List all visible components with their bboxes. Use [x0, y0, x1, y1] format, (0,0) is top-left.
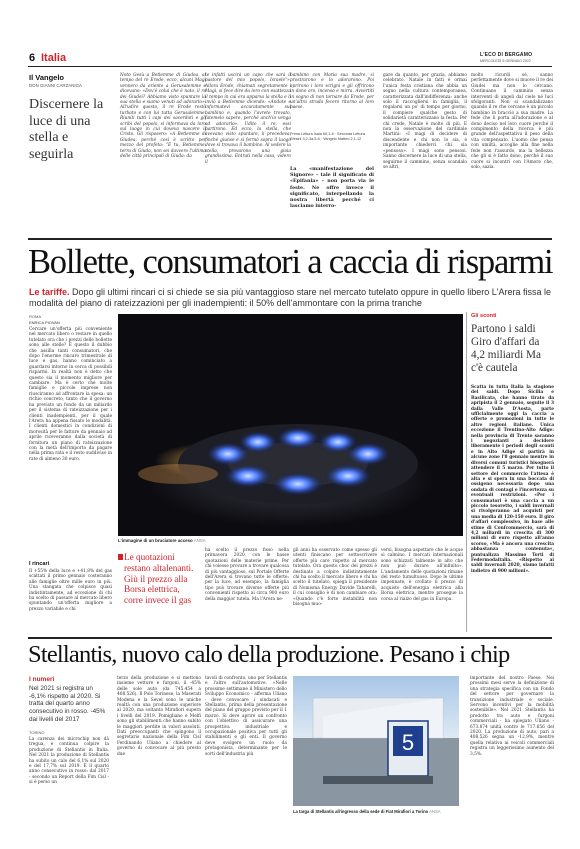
burner-flames-graphic [118, 314, 463, 536]
bollette-photo-caption [118, 538, 206, 543]
stellantis-caption-credit: ANSA [429, 809, 441, 814]
section-label: Italia [41, 52, 67, 64]
stellantis-body-col3: tavoli di confronto, uno per Stellantis e l'altro sull'automotive. «Nelle prossime settimane il Ministero dello Sviluppo Economico - afferma Uliano - deve convocare i sindacati e Stellantis, prima della presentazione del piano del gruppo previsto per il 1 marzo. Si deve aprire un confronto con l'obiettivo di assicurare una prospettiva industriale e occupazionale positiva per tutti gli stabilimenti e gli enti. Il governo deve svolgere un ruolo da protagonista, determinante per le sorti dell'industria più [205, 676, 287, 757]
vangelo-col3-lead: La «manifestazione del Signore» – tale il significato di «Epifania» – non porta via le feste. Ne offre invece il significato, interpellando la nostra libertà perché ci lasciamo interro- [290, 166, 374, 210]
section-divider-2 [28, 637, 552, 639]
bollette-pull-quote: Le quotazioni restano altalenanti. Giù il prezzo alla Borsa elettrica, corre invece il gas [124, 552, 194, 606]
stellantis-body-col2: terzo della produzione e si mettono insieme vetture e furgoni, il -45% delle sole auto (da 745.454 a 408.526). Il Polo Torinese, la Maserati Modena e la Sevel sono le uniche realtà con una produzione superiore al 2020, ma soltanto Mirafiori supera i livelli del 2019. Pomigliano e Melfi sono gli stabilimenti che hanno subito le maggiori perdite in valori assoluti. Dati preoccupanti che spingono il segretario nazionale della Fim Cisl Ferdinando Uliano a chiedere al governo di convocare al più presto due [117, 676, 201, 757]
bollette-body-col3: ha scelto il prezzo fisso nella primavera 2020, con le basse quotazioni delle materie prime. Per chi volesse provare a trovare qualcosa di più vantaggioso, sul Portale Offerte dell'Arera si trovano tutte le offerte: per la luce, ad esempio, la famiglia tipo può trovare diverse offerte più convenienti rispetto ai circa 900 euro della maggior tutela. Ma l'Arera ne- [205, 548, 289, 602]
bollette-deck [29, 287, 554, 309]
saldi-column-rule [466, 312, 467, 632]
bollette-deck-text: Dopo gli ultimi rincari ci si chiede se sia più vantaggioso stare nel mercato tutelato oppure in quello libero L'Arera fissa le modalità del piano di rateizzazioni per gli inadempienti: il 50% dell'ammontare con la prima tranche [29, 287, 551, 309]
stellantis-deck: Nel 2021 si registra un -6,1% rispetto al 2020. Si tratta del quarto anno consecutivo in rosso. -45% dai livelli del 2017 [29, 685, 106, 723]
sign-number: 5 [401, 730, 415, 755]
mirafiori-photo [293, 676, 459, 806]
stellantis-headline: Stellantis, nuovo calo della produzione. Pesano i chip [28, 641, 510, 668]
bollette-deck-kicker: Le tariffe. [29, 287, 70, 297]
stellantis-sign-graphic [293, 676, 459, 806]
gas-burner-photo [118, 314, 463, 536]
section-divider-1 [28, 238, 552, 240]
bollette-byline: ENRICA PIOVAN [29, 320, 60, 325]
masthead: L'ECO DI BERGAMO [480, 52, 533, 58]
vangelo-col4: gare da quanto, per grazia, abbiamo celebrato. Natale in fatti è ormai l'unica festa cristiana che abbia un segno nella cultura contemporanea, caratterizzata dall'indifferenza: anche solo il raccogliersi in famiglia, il regalarsi un po' di tempo per giorno, il compiere qualche gesto di solidarietà caratterizzano la festa. Per chi crede, Natale è molto di più. E non la osservazione del cardinale Martini: «I magi di decidere di discendente e chi non lo sia, è importante chiederci chi sia «pensoso». I magi sono pensosi. Sanno discernere la luce di una stella, seguirne il cammino, senza scandalo se altri, [383, 73, 467, 170]
bollette-quote-mark [118, 554, 123, 560]
vangelo-col5: molto ricurdi sé, sanno perfettamente dove si muove il re dei Giudei ma non lo cercano. Continuano il cammino senza interventi di angeli dal cielo né luci sfolgoranti. Non si scandalizzano quando il re che cercano è un piccolo bambino in braccio a sua madre. La fede che li porta all'adorazione e al dono deciso nel loro cuore perché il compimento della ricerca è più grande dell'aspettativa il peso della vita compensato. L'uomo che pensa con umiltà, accoglie alla fine nella fede non l'assurdo, ma la bellezza che gli si è fatto dono, perché il suo cuore si incontri con l'Amore che, solo, sazia. [471, 73, 553, 170]
vangelo-col2: te infatti uscirà un capo che sarà il pastore del mio popolo, Israele"». Allora Erode, chiamati segretamente i Magi, si fece dire da loro con esattezza il tempo in cui era apparsa la stella e li inviò a Betlemme dicendo: «Andate e informatevi accuratamente sul bambino e, quando l'avrete trovato, fatemelo sapere, perché anch'io venga ad adorarlo». Udito il re, essi partirono. Ed ecco, la stella, che avevano visto spuntare, li precedeva, finché giunse e si fermò sopra il luogo dove si trovava il bambino. Al vedere la stella, provarono una gioia grandissima. Entrati nella casa, videro il [205, 73, 291, 165]
page-number: 6 [29, 52, 36, 64]
bollette-caption-text: L'immagine di un bruciatore acceso [118, 538, 193, 543]
bollette-headline: Bollette, consumatori a caccia di risparmi [28, 243, 553, 281]
header-rule [28, 66, 552, 67]
saldi-headline: Partono i saldi Giro d'affari da 4,2 miliardi Ma c'è cautela [471, 323, 541, 374]
stellantis-body-col5: importante del nostro Paese. Nei prossimi mesi serve la definizione di una strategia specifica con un Fondo del settore per governare la transizione industriale e sociale. Servono incentivi per la mobilità sostenibile». Nel 2021 Stellantis ha prodotto tra auto e furgoni commerciali - ha spiegato Uliano - 673.874 unità contro le 717.656 del 2020. La produzione di auto, pari a 408.526 segna un -12,9%, mentre quella relativa ai veicoli commerciali registra un leggerissimo aumento del 3,5%. [470, 676, 554, 757]
bollette-body-col4: gli anni ha osservato come spesso gli utenti finiscano per sottoscrivere offerte più care rispetto al mercato tutelato. Ora questo choc dei prezzi è destinato a colpire indistintamente chi ha scelto il mercato libero e chi ha scelto il tutelato, spiega il presidente di Nomisma Energy Davide Tabarelli, il cui consiglio è di non cambiare ora: «Quando c'è forte instabilità non bisogna muo- [293, 548, 377, 608]
bollette-rincari-head: I rincari [29, 561, 50, 567]
stellantis-body-col1: La carenza dei microchip non dà tregua, e continua colpire la produzione di Stellantis in Italia. Nel 2021 la produzione di Stellantis ha subito un calo del 6,1% sul 2020 e del 17,7% sul 2019. È il quarto anno consecutivo in rosso: dal 2017 - secondo un Report della Fim Cisl - si è perso un [29, 737, 109, 786]
stellantis-photo-caption [293, 809, 461, 814]
bollette-rincari-body: Il +55% della luce e +41,8% del gas scattati il primo gennaio costeranno alle famiglie oltre mille euro in più. Una stangata che colpisce quasi indistintamente, ad eccezione di chi ha scelto di passare al mercato libero spuntando un'offerta migliore a prezzo variabile e chi [29, 569, 112, 612]
issue-date: MERCOLEDÌ 5 GENNAIO 2022 [480, 59, 531, 63]
vangelo-kicker: Il Vangelo [29, 73, 65, 82]
saldi-kicker: Gli sconti [471, 313, 497, 319]
saldi-body: Scatta in tutta Italia la stagione dei saldi. Dopo Sicilia e Basilicata, che hanno tirato da apripista il 2 gennaio, seguite il 3 dalla Valle D'Aosta, parte ufficialmente oggi la caccia a offerte e promozioni in tutte le altre regioni italiane. Unica eccezione il Trentino-Alto Adige: nella provincia di Trento saranno i negozianti a decidere liberamente i periodi degli sconti e in Alto Adige si partirà in alcune zone l'8 gennaio mentre in diversi comuni turistici bisognerà attendere il 5 marzo. Per tutto il settore del commercio l'attesa è alta e si spera in una boccata di ossigeno necessaria dopo una ondata di contagi e l'incertezza su eventuali restrizioni. «Per i consumatori è una caccia a un piccolo tesoretto, i saldi invernali si rivolgeranno ad acquisti per una media di 120-150 euro. Il giro d'affari complessivo, in base alle stime di Confcommercio, sarà di 4,2 miliardi in crescita di 300 milioni di euro rispetto all'anno scorso, «Ma è ancora una crescita abbastanza contenuta», puntualizza Massimo Torti di Federmodaitalia. «Rispetto ai saldi invernali 2020, siamo infatti indietro di 900 milioni». [471, 385, 554, 574]
bollette-dateline: ROMA [29, 314, 41, 319]
vangelo-readings: Prima Lettura Isaia 60,1-6 · Seconda Lettura Efesini 3,2-3a.5-6 · Vangelo Matteo 2,1-12 [290, 132, 365, 141]
stellantis-dateline: TORINO [29, 730, 45, 735]
bollette-caption-credit: ANSA [193, 538, 206, 543]
bollette-body-col5: versi, bisogna aspettare che le acque si calmino. I mercati internazionali sono schizzati talmente in alto che non può durare all'infinito». L'andamento delle quotazioni rimane del resto tumultuoso. Dopo le ultime impennate, è crollato il prezzo di acquisto dell'energia elettrica alla Borsa elettrica, mentre prosegue la corsa al rialzo del gas in Europa. [381, 548, 463, 602]
vangelo-author: DON GIANNI CARZANIGA [29, 83, 82, 88]
vangelo-col1: Noto Gesù a Betlemme di Giudea, al tempo del re Erode, ecco, alcuni Magi vennero da oriente a Gerusalemme e dicevano: «Dov'è colui che è nato, il re dei Giudei? Abbiamo visto spuntare la sua stella e siamo venuti ad adorarlo». All'udire questo, il re Erode restò turbato e con lui tutta Gerusalemme. Riuniti tutti i capi dei sacerdoti e gli scribi del popolo, si informava da loro sul luogo in cui doveva nascere il Cristo. Gli risposero: «A Betlemme di Giudea, perché così è scritto per mezzo del profeta: "E tu, Betlemme, terra di Giuda, non sei davvero l'ultima delle città principali di Giuda: da [120, 73, 206, 160]
bollette-body-col1: Cercare un'offerta più conveniente nel mercato libero o restare in quello tutelato ora che i prezzi delle bollette sono alle stelle? È questo il dubbio che assilla tanti consumatori, che dopo l'enorme rincaro trimestrale di luce e gas, hanno cominciato a guardarsi intorno in cerca di possibili risparmi. In realtà non è detto che questo sia il momento migliore per cambiare. Ma è certo che molte famiglie e piccole imprese non riusciranno ad affrontare la spesa: un richio concreto, tanto che il governo ha previsto un fondo da un miliardo per il sistema di rateizzazione per i clienti inadempienti, per il quale l'Arera ha appena fissato le modalità. I clienti domestici in condizioni di morosità per le fatture da gennaio ad aprile riceveranno dalla società di fornitura un piano di rateizzazione con la metà dell'importo da pagare nella prima rata e il resto suddiviso in rate di almeno 30 euro. [29, 327, 112, 462]
stellantis-deck-kicker: I numeri [29, 676, 55, 683]
vangelo-col3-top: bambino con Maria sua madre, si prostrarono e lo adorarono. Poi aprirono i loro scrigni e gli offrirono in dono oro, incenso e mirra. Avvertiti in sogno di non tornare da Erode, per un'altra strada fecero ritorno al loro paese. [290, 73, 374, 111]
vangelo-title: Discernere la luce di una stella e seguirla [29, 97, 104, 162]
stellantis-caption-text: La targa di Stellantis all'ingresso della sede di Fiat Mirafiori a Torino [293, 809, 429, 814]
